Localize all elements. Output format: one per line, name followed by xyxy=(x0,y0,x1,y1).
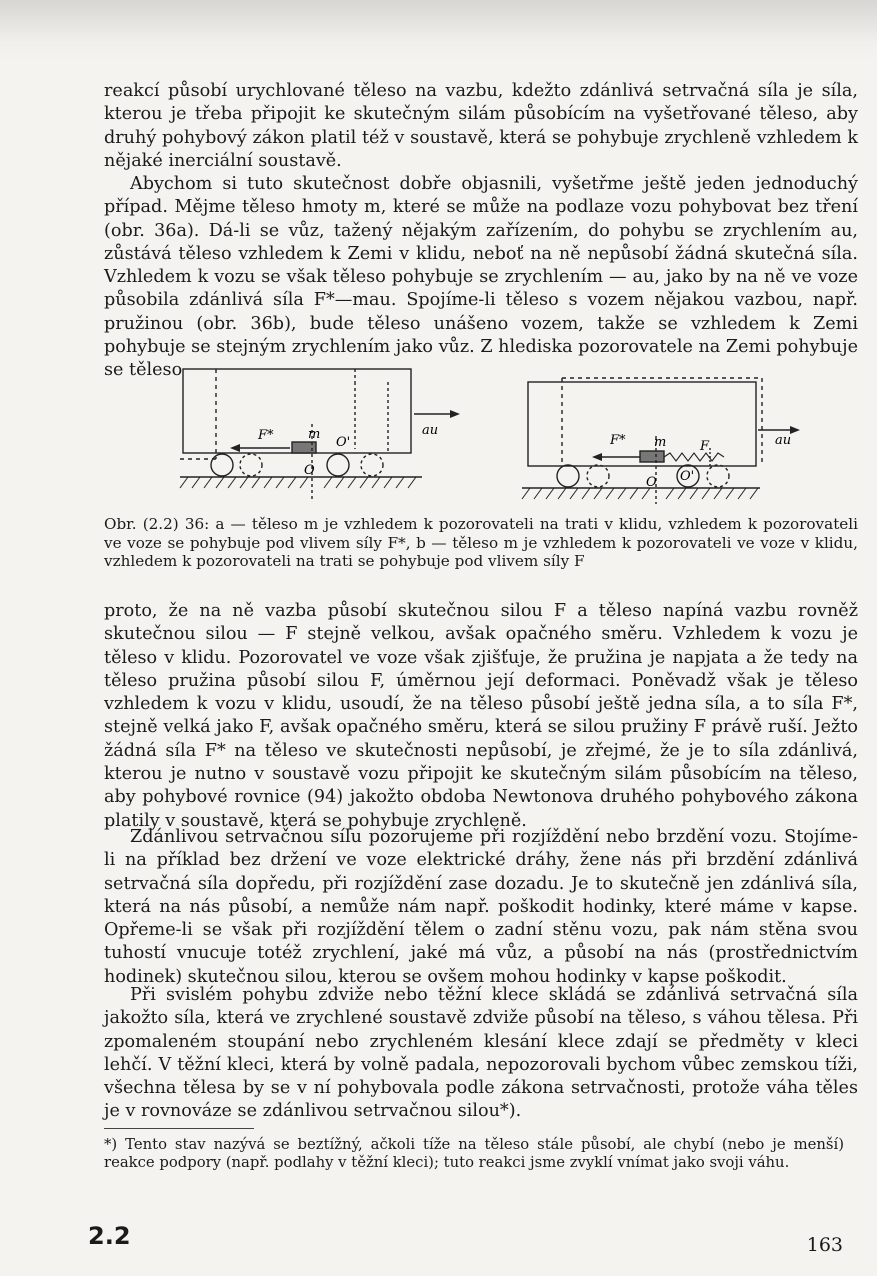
figure-36 xyxy=(150,364,860,512)
footnote-rule xyxy=(104,1128,254,1129)
force-arrow-head-b xyxy=(592,453,602,461)
label-o-prime-a: O' xyxy=(336,435,351,450)
paragraph-2-text: Abychom si tuto skutečnost dobře objasnili, vyšetřme ještě jeden jednoduchý případ. Mějme těleso hmoty m, které se může na podlaze vozu pohybovat bez tření (obr. 36a). Dá-li se vůz, tažený nějakým zařízením, do pohybu se zrychlením au, zůstává těleso vzhledem k Zemi v klidu, neboť na ně nepůsobí žádná skutečná síla. Vzhledem k vozu se však těleso pohybuje se zrychlením — au, jako by na ně ve voze působila zdánlivá síla F*—mau. Spojíme-li těleso s vozem nějakou vazbou, např. pružinou (obr. 36b), bude těleso unášeno vozem, takže se vzhledem k Zemi pohybuje se stejným zrychlením jako vůz. Z hlediska pozorovatele na Zemi pohybuje se těleso xyxy=(104,174,858,381)
paragraph-4 xyxy=(104,826,858,989)
paragraph-4-text: Zdánlivou setrvačnou sílu pozorujeme při rozjíždění nebo brzdění vozu. Stojíme-li na příklad bez držení ve voze elektrické dráhy, žene nás při brzdění zdánlivá setrvačná síla dopředu, při rozjíždění zase dozadu. Je to skutečně jen zdánlivá síla, která na nás působí, a nemůže nám např. poškodit hodinky, které máme v kapse. Opřeme-li se však při rozjíždění tělem o zadní stěnu vozu, pak nám stěna svou tuhostí vnucuje totéž zrychlení, jaké má vůz, a působí na nás (prostřednictvím hodinek) skutečnou silou, kterou se ovšem mohou hodinky v kapse poškodit. xyxy=(104,827,858,987)
car-body-a xyxy=(183,369,411,453)
label-f-star-b: F* xyxy=(610,433,626,448)
label-f-star-a: F* xyxy=(258,428,274,443)
label-au-b: au xyxy=(775,433,792,448)
paragraph-5-text: Při svislém pohybu zdviže nebo těžní klece skládá se zdánlivá setrvačná síla jakožto síla, která ve zrychlené soustavě zdviže působí na těleso, s váhou tělesa. Při zpomaleném stoupání nebo zrychleném klesání klece zdají se předměty v kleci lehčí. V těžní kleci, která by volně padala, nepozorovali bychom vůbec zemskou tíži, všechna tělesa by se v ní pohybovala podle zákona setrvačnosti, protože váha těles je v rovnováze se zdánlivou setrvačnou silou*). xyxy=(104,985,858,1122)
acceleration-arrow-head-b xyxy=(790,426,800,434)
label-o-a: O xyxy=(304,463,315,478)
label-m-a: m xyxy=(308,427,321,442)
label-m-b: m xyxy=(654,435,667,450)
label-o-b: O xyxy=(646,475,657,490)
wheel-front-a xyxy=(327,454,349,476)
wheel-rear-b xyxy=(557,465,579,487)
figure-caption: Obr. (2.2) 36: a — těleso m je vzhledem k pozorovateli na trati v klidu, vzhledem k pozorovateli ve voze se pohybuje pod vlivem síly F*, b — těleso m je vzhledem k pozorovateli ve voze v klidu, vzhledem k pozorovateli na trati se pohybuje pod vlivem síly F xyxy=(104,515,858,571)
page-number: 163 xyxy=(806,1234,843,1256)
spring-b xyxy=(664,453,724,461)
acceleration-arrow-head-a xyxy=(450,410,460,418)
ground-hatching-a xyxy=(180,477,416,488)
wheel-rear-a xyxy=(211,454,233,476)
paragraph-1: reakcí působí urychlované těleso na vazbu, kdežto zdánlivá setrvačná síla je síla, kterou je třeba připojit ke skutečným silám působícím na vyšetřované těleso, aby druhý pohybový zákon platil též v soustavě, která se pohybuje zrychleně vzhledem k nějaké inerciální soustavě. xyxy=(104,81,858,171)
ground-hatching-b xyxy=(522,488,758,499)
page-top-edge xyxy=(0,0,877,62)
label-f-b: F xyxy=(700,439,710,454)
section-number: 2.2 xyxy=(88,1222,131,1250)
mass-block-b xyxy=(640,451,664,462)
paragraph-2 xyxy=(104,173,858,383)
footnote: *) Tento stav nazývá se beztížný, ačkoli tíže na těleso stále působí, ale chybí (nebo je menší) reakce podpory (např. podlahy v těžní kleci); tuto reakci jsme zvyklí vnímat jako svoji váhu. xyxy=(104,1136,844,1171)
label-o-prime-b: O' xyxy=(680,469,695,484)
paragraph-5 xyxy=(104,984,858,1124)
force-arrow-head-a xyxy=(230,444,240,452)
label-au-a: au xyxy=(422,423,439,438)
paragraph-3: proto, že na ně vazba působí skutečnou silou F a těleso napíná vazbu rovněž skutečnou silou — F stejně velkou, avšak opačného směru. Vzhledem k vozu je těleso v klidu. Pozorovatel ve voze však zjišťuje, že pružina je napjata a že tedy na těleso pružina působí silou F, úměrnou její deformaci. Poněvadž však je těleso vzhledem k vozu v klidu, usoudí, že na těleso působí ještě jedna síla, a to síla F*, stejně velká jako F, avšak opačného směru, která se silou pružiny F právě ruší. Ježto žádná síla F* na těleso ve skutečnosti nepůsobí, je zřejmé, že je to síla zdánlivá, kterou je nutno v soustavě vozu připojit ke skutečným silám působícím na těleso, aby pohybové rovnice (94) jakožto obdoba Newtonova druhého pohybového zákona platily v soustavě, která se pohybuje zrychleně. xyxy=(104,601,858,831)
